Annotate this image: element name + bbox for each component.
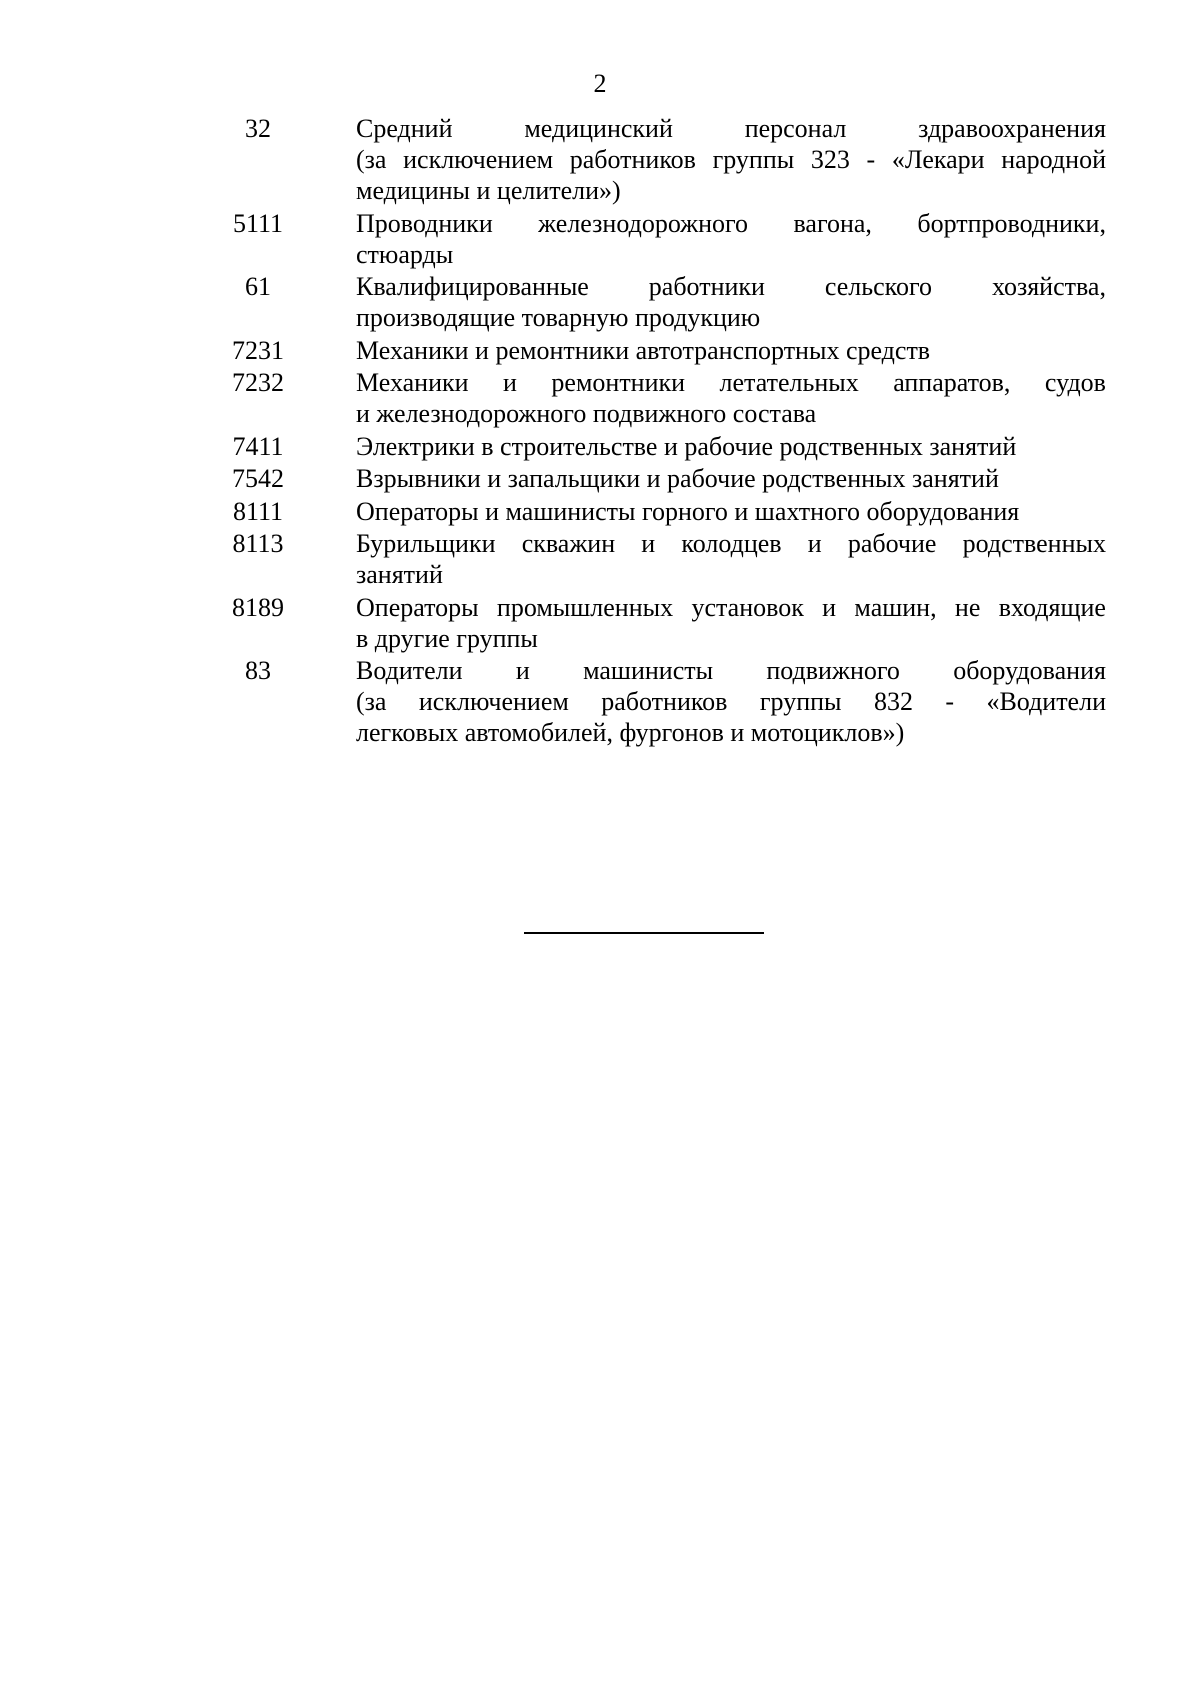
description-line: в другие группы xyxy=(356,623,538,653)
occupation-description xyxy=(356,113,1106,206)
description-line: Электрики в строительстве и рабочие родственных занятий xyxy=(356,431,1017,461)
description-line: Взрывники и запальщики и рабочие родственных занятий xyxy=(356,464,999,493)
occupation-description xyxy=(356,496,1106,527)
occupation-code: 8189 xyxy=(232,592,284,622)
occupation-description xyxy=(356,335,1106,366)
description-line: Механики и ремонтники летательных аппаратов, судов xyxy=(356,368,1106,397)
description-line: медицины и целители») xyxy=(356,176,621,205)
occupation-code: 7411 xyxy=(232,431,284,461)
occupation-code: 7542 xyxy=(232,464,284,493)
occupation-description xyxy=(356,367,1106,429)
occupation-description xyxy=(356,463,1106,494)
description-line: занятий xyxy=(356,560,443,589)
description-line: Операторы и машинисты горного и шахтного оборудования xyxy=(356,496,1020,526)
description-line: стюарды xyxy=(356,239,454,269)
occupation-code: 5111 xyxy=(232,208,284,238)
occupation-description xyxy=(356,271,1106,333)
description-line: (за исключением работников группы 323 - «Лекари народной xyxy=(356,145,1106,174)
page-number: 2 xyxy=(593,69,607,98)
end-separator-line xyxy=(524,932,764,934)
occupation-description xyxy=(356,431,1106,462)
description-line: Квалифицированные работники сельского хозяйства, xyxy=(356,272,1106,301)
occupation-code: 61 xyxy=(245,272,271,301)
description-line: Водители и машинисты подвижного оборудования xyxy=(356,656,1106,685)
occupation-description xyxy=(356,528,1106,590)
description-line: Средний медицинский персонал здравоохранения xyxy=(356,114,1106,143)
occupation-description xyxy=(356,655,1106,748)
description-line: Механики и ремонтники автотранспортных средств xyxy=(356,335,931,365)
occupation-code: 8113 xyxy=(232,529,284,558)
description-line: легковых автомобилей, фургонов и мотоциклов») xyxy=(356,718,905,747)
description-line: Проводники железнодорожного вагона, бортпроводники, xyxy=(356,208,1106,238)
description-line: Бурильщики скважин и колодцев и рабочие родственных xyxy=(356,529,1106,558)
occupation-code: 7231 xyxy=(232,335,284,365)
occupation-code: 83 xyxy=(245,656,271,685)
occupation-code: 8111 xyxy=(232,496,284,526)
occupation-code: 7232 xyxy=(232,368,284,397)
description-line: Операторы промышленных установок и машин, не входящие xyxy=(356,592,1106,622)
occupation-description xyxy=(356,592,1106,654)
description-line: производящие товарную продукцию xyxy=(356,303,761,332)
description-line: и железнодорожного подвижного состава xyxy=(356,399,817,428)
description-line: (за исключением работников группы 832 - «Водители xyxy=(356,687,1106,716)
occupation-code: 32 xyxy=(245,114,271,143)
occupation-description xyxy=(356,208,1106,270)
